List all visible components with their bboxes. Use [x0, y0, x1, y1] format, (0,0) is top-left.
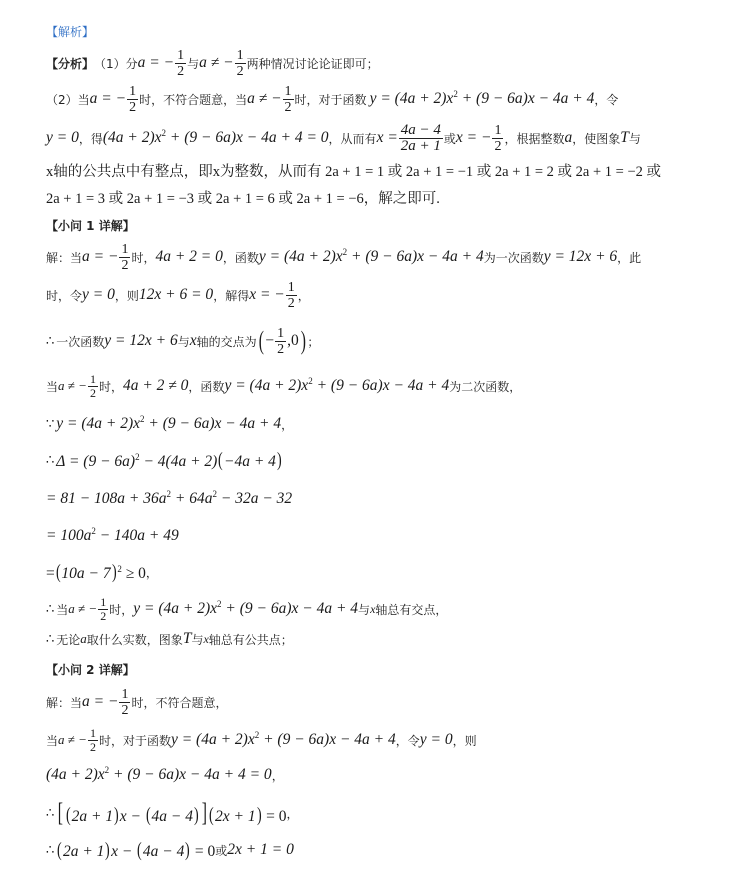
frac-den: 2 [284, 99, 292, 115]
text: 时，对于函数 [98, 733, 171, 748]
math: T [620, 129, 629, 146]
paren-close: ) [185, 838, 190, 861]
frac-num: 1 [177, 47, 185, 63]
math: x = [376, 129, 398, 146]
bracket-open: [ [58, 798, 64, 827]
fraction [127, 84, 138, 115]
paren-open: ( [137, 838, 142, 861]
math: a [80, 631, 87, 646]
math: y = 0 [82, 286, 115, 303]
superscript: 2 [104, 764, 110, 775]
text: ，则 [452, 733, 477, 748]
math: a ≠ − [199, 54, 234, 71]
math: 10a − 7 [61, 564, 111, 582]
math: y = 0 [419, 731, 453, 748]
frac-den: 2 [89, 385, 96, 400]
text: ，函数 [222, 250, 259, 265]
fraction [286, 280, 297, 311]
text: ，此 [617, 250, 642, 265]
fraction [175, 48, 186, 79]
analysis-line-2 [46, 82, 618, 116]
q1-header-label: 【小问 1 详解】 [46, 218, 135, 233]
math: − 140a + 49 [95, 527, 179, 544]
frac-den: 2 [129, 99, 137, 115]
text: 当 [46, 733, 59, 748]
math: + (9 − 6a)x − 4a + 4 = 0 [109, 766, 272, 783]
math: ,0 [287, 332, 299, 349]
superscript: 2 [212, 488, 217, 499]
paren-open: ( [65, 804, 71, 826]
math: 4a − 4 [142, 842, 185, 860]
analysis-line-3 [46, 118, 641, 158]
frac-den: 2 [277, 341, 285, 357]
text: ，则 [114, 288, 139, 303]
superscript: 2 [140, 413, 145, 424]
paren-open: ( [55, 560, 61, 583]
math: a = − [82, 248, 119, 265]
math: = 100a [46, 527, 92, 544]
frac-den: 2a + 1 [400, 137, 441, 154]
math: 4a − 4 [151, 808, 193, 825]
superscript: 2 [135, 451, 140, 462]
math: 2x + 1 = 0 [227, 841, 294, 858]
paren-close: ) [105, 838, 111, 861]
superscript: 2 [161, 127, 167, 138]
math: x [189, 332, 197, 349]
text: ，得 [78, 131, 103, 146]
q2-header [46, 652, 135, 686]
analysis-label: 【分析】 [46, 56, 95, 71]
frac-num: 1 [284, 83, 292, 99]
q1-line-10 [46, 592, 447, 626]
fraction [235, 48, 246, 79]
text: ， [286, 806, 299, 821]
fraction [275, 326, 286, 357]
math: T [182, 630, 192, 647]
math: y = 12x + 6 [104, 332, 178, 349]
paren-open: ( [258, 326, 264, 355]
frac-num: 1 [100, 594, 107, 609]
text: ，解得 [213, 288, 250, 303]
q1-line-5 [46, 407, 293, 441]
analysis-text: 2a + 1 = 3 或 2a + 1 = −3 或 2a + 1 = 6 或 2a + 1 = −6，解之即可. [46, 190, 440, 207]
fraction [119, 242, 130, 273]
therefore-symbol: ∴ [46, 601, 55, 617]
math: y = (4a + 2)x [56, 415, 141, 432]
text: 为二次函数， [449, 379, 522, 394]
math: = [46, 564, 55, 582]
text: 解：当 [46, 695, 83, 710]
text: 取什么实数，图象 [86, 632, 183, 647]
paren-close: ) [194, 804, 199, 826]
analysis-text: x轴的公共点中有整点，即x为整数，从而有 2a + 1 = 1 或 2a + 1 = −1 或 2a + 1 = 2 或 2a + 1 = −2 或 [46, 163, 662, 180]
section-header [46, 14, 94, 48]
math: ≥ 0 [121, 564, 146, 582]
text: ，函数 [188, 379, 225, 394]
text: 时，不符合题意， [131, 695, 228, 710]
paren-close: ) [276, 448, 282, 471]
math: + (9 − 6a)x − 4a + 4 [144, 415, 282, 432]
paren-open: ( [218, 448, 224, 471]
math: + (9 − 6a)x − 4a + 4 [457, 90, 595, 107]
math: y = (4a + 2)x [258, 248, 343, 265]
text: 无论 [56, 632, 81, 647]
text: 或 [443, 131, 456, 146]
frac-num: 1 [121, 241, 129, 257]
text: 与 [628, 131, 641, 146]
paren-open: ( [209, 804, 215, 826]
paren-close: ) [300, 326, 306, 355]
text: 两种情况讨论论证即可； [246, 56, 379, 71]
because-symbol: ∵ [46, 416, 55, 432]
text: 与 [177, 334, 190, 349]
text: 时，令 [46, 288, 83, 303]
text: ，使图象 [572, 131, 621, 146]
superscript: 2 [342, 246, 348, 257]
therefore-symbol: ∴ [46, 842, 55, 858]
text: 与 [187, 56, 200, 71]
q1-line-2 [46, 278, 310, 312]
fraction [88, 373, 98, 400]
frac-den: 2 [287, 295, 295, 311]
text: ， [145, 565, 158, 580]
text: 一次函数 [56, 334, 105, 349]
bracket-close: ] [201, 798, 207, 827]
superscript: 2 [308, 375, 313, 386]
math: y = (4a + 2)x [224, 377, 309, 394]
q1-line-4 [46, 369, 521, 403]
text: ，根据整数 [504, 131, 565, 146]
fraction [119, 687, 130, 718]
paren-close: ) [256, 804, 262, 826]
math: 2a + 1 [71, 808, 114, 825]
superscript: 2 [453, 88, 458, 99]
math: (4a + 2)x [102, 129, 162, 146]
frac-num: 1 [89, 725, 96, 740]
math: Δ = (9 − 6a) [56, 452, 136, 470]
frac-den: 2 [121, 257, 129, 273]
text: 时，对于函数 [294, 92, 367, 107]
frac-num: 1 [89, 371, 96, 386]
math: − [265, 332, 275, 349]
text: 时， [109, 602, 134, 617]
math: = 0 [191, 842, 216, 860]
math: a [564, 129, 573, 146]
text: 与 [191, 632, 204, 647]
text: 当 [46, 379, 59, 394]
math: = 0 [262, 808, 287, 825]
math: −4a + 4 [224, 452, 276, 470]
frac-den: 2 [494, 138, 502, 154]
frac-num: 1 [494, 122, 502, 138]
text: 与 [358, 602, 371, 617]
superscript: 2 [166, 488, 172, 499]
superscript: 2 [254, 729, 260, 740]
math: = 81 − 108a + 36a [46, 490, 167, 507]
text: 轴的交点为 [196, 334, 257, 349]
math: a = − [89, 90, 127, 107]
math: y = 12x + 6 [543, 248, 618, 265]
q1-line-11 [46, 622, 293, 656]
math: − 32a − 32 [216, 490, 293, 507]
frac-num: 4a − 4 [400, 121, 441, 138]
therefore-symbol: ∴ [46, 452, 55, 468]
text: 为一次函数 [483, 250, 544, 265]
paren-close: ) [114, 804, 119, 826]
math: a = − [137, 54, 175, 71]
math: 4a + 2 = 0 [155, 248, 223, 265]
q2-line-4 [46, 796, 299, 830]
math: x [370, 601, 376, 616]
fraction [98, 596, 108, 623]
math: x = − [455, 129, 492, 146]
text: 当 [56, 602, 69, 617]
math: a = − [82, 693, 119, 710]
therefore-symbol: ∴ [46, 333, 55, 349]
paren-close: ) [111, 560, 117, 583]
math: 2x + 1 [215, 808, 256, 825]
therefore-symbol: ∴ [46, 805, 55, 821]
frac-num: 1 [236, 47, 244, 63]
q2-line-2 [46, 723, 477, 757]
text: ， [281, 417, 294, 432]
q1-header [46, 208, 135, 242]
q2-line-1 [46, 685, 227, 719]
frac-num: 1 [129, 83, 137, 99]
math: 12x + 6 = 0 [138, 286, 214, 303]
math: y = 0 [46, 129, 79, 146]
math: + (9 − 6a)x − 4a + 4 [221, 600, 359, 617]
text: 解：当 [46, 250, 83, 265]
math: a ≠ − [58, 378, 87, 393]
fraction [399, 123, 443, 154]
math: (4a + 2)x [46, 766, 105, 783]
therefore-symbol: ∴ [46, 631, 55, 647]
text: 时，不符合题意，当 [139, 92, 248, 107]
fraction [88, 727, 98, 754]
superscript: 2 [117, 563, 122, 574]
q2-line-3 [46, 758, 284, 792]
frac-num: 1 [277, 325, 285, 341]
math: a ≠ − [247, 90, 282, 107]
math: + (9 − 6a)x − 4a + 4 = 0 [166, 129, 329, 146]
math: 2a + 1 [62, 842, 105, 860]
math: + 64a [171, 490, 213, 507]
math: 4a + 2 ≠ 0 [122, 377, 189, 394]
text: ，令 [594, 92, 619, 107]
q1-line-8 [46, 519, 179, 553]
math: x = − [249, 286, 285, 303]
math: + (9 − 6a)x − 4a + 4 [347, 248, 484, 265]
text: （1）分 [94, 56, 138, 71]
paren-open: ( [57, 838, 62, 861]
text: 时， [98, 379, 123, 394]
q1-line-6 [46, 443, 283, 477]
analysis-line-1 [46, 46, 379, 80]
text: （2）当 [46, 92, 90, 107]
q2-header-label: 【小问 2 详解】 [46, 662, 135, 677]
math: x [203, 631, 209, 646]
math: x − [119, 808, 145, 825]
text: 轴总有交点， [375, 602, 448, 617]
frac-den: 2 [89, 739, 96, 754]
math: + (9 − 6a)x − 4a + 4 [259, 731, 396, 748]
math: a ≠ − [68, 601, 98, 616]
q2-line-5 [46, 833, 294, 867]
text: 时， [131, 250, 156, 265]
fraction [492, 123, 503, 154]
text: ， [297, 288, 310, 303]
text: 或 [215, 843, 228, 858]
math: y = (4a + 2)x [133, 600, 217, 617]
frac-num: 1 [287, 279, 295, 295]
paren-open: ( [145, 804, 151, 826]
text: 轴总有公共点； [208, 632, 293, 647]
frac-den: 2 [100, 608, 107, 623]
frac-den: 2 [236, 63, 244, 79]
math: y = (4a + 2)x [369, 90, 454, 107]
q1-line-7 [46, 482, 292, 516]
frac-num: 1 [121, 686, 129, 702]
superscript: 2 [217, 598, 222, 609]
q1-line-3 [46, 324, 319, 358]
math: x − [111, 842, 137, 860]
math: y = (4a + 2)x [170, 731, 255, 748]
text: ，令 [395, 733, 420, 748]
frac-den: 2 [177, 63, 185, 79]
q1-line-9 [46, 555, 158, 589]
superscript: 2 [91, 525, 96, 536]
text: ，从而有 [328, 131, 377, 146]
frac-den: 2 [121, 702, 129, 718]
section-header-label: 【解析】 [46, 24, 95, 39]
math: + (9 − 6a)x − 4a + 4 [312, 377, 450, 394]
text: ， [271, 768, 284, 783]
q1-line-1 [46, 240, 641, 274]
math: a ≠ − [58, 732, 87, 747]
fraction [283, 84, 294, 115]
text: ； [307, 334, 320, 349]
math: − 4(4a + 2) [139, 452, 218, 470]
